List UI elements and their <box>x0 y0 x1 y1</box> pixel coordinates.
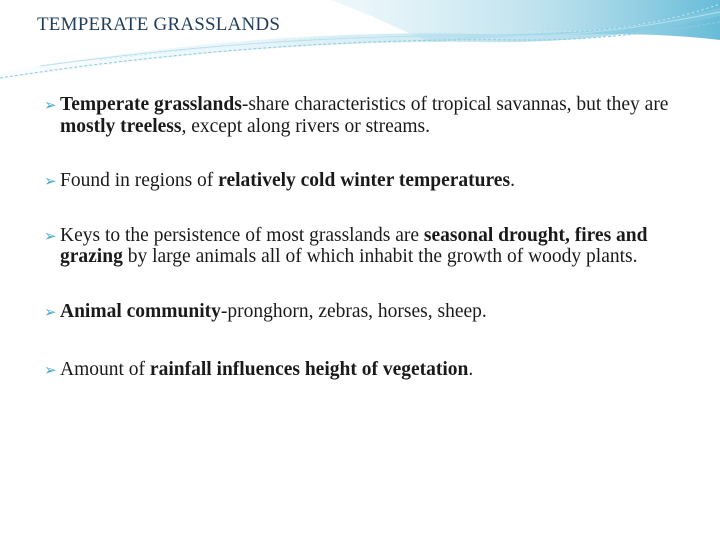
bullet-list <box>44 90 694 381</box>
slide-title: TEMPERATE GRASSLANDS <box>37 14 281 35</box>
bullet-bold-text: seasonal drought, fires and grazing <box>60 224 648 267</box>
bullet-bold-text: mostly treeless <box>60 115 182 137</box>
bullet-bold-text: relatively cold winter temperatures <box>218 170 511 191</box>
bullet-item <box>44 301 694 323</box>
bullet-bold-text: rainfall influences height of vegetation <box>149 359 469 380</box>
bullet-text: -share characteristics of tropical savannas, but they are <box>241 94 669 115</box>
hollow-arrow-bullet-icon: ➢ <box>44 98 57 114</box>
hollow-arrow-bullet-icon: ➢ <box>44 363 57 379</box>
bullet-bold-text: Temperate grasslands <box>60 94 242 115</box>
bullet-text: . <box>510 170 515 191</box>
bullet-item <box>44 94 694 137</box>
hollow-arrow-bullet-icon: ➢ <box>44 228 57 245</box>
bullet-text: , except along rivers or streams. <box>181 115 431 137</box>
bullet-bold-text: Animal community <box>60 300 221 322</box>
bullet-text: . <box>468 359 474 380</box>
bullet-text: Amount of <box>60 359 150 380</box>
bullet-text: Keys to the persistence of most grasslands are <box>60 224 424 246</box>
bullet-item <box>44 225 694 268</box>
bullet-text: -pronghorn, zebras, horses, sheep. <box>220 300 487 322</box>
bullet-text: by large animals all of which inhabit the growth of woody plants. <box>122 246 638 267</box>
hollow-arrow-bullet-icon: ➢ <box>44 304 57 321</box>
bullet-item <box>44 359 694 381</box>
bullet-item <box>44 170 694 192</box>
bullet-text: Found in regions of <box>60 170 219 191</box>
hollow-arrow-bullet-icon: ➢ <box>44 174 57 190</box>
